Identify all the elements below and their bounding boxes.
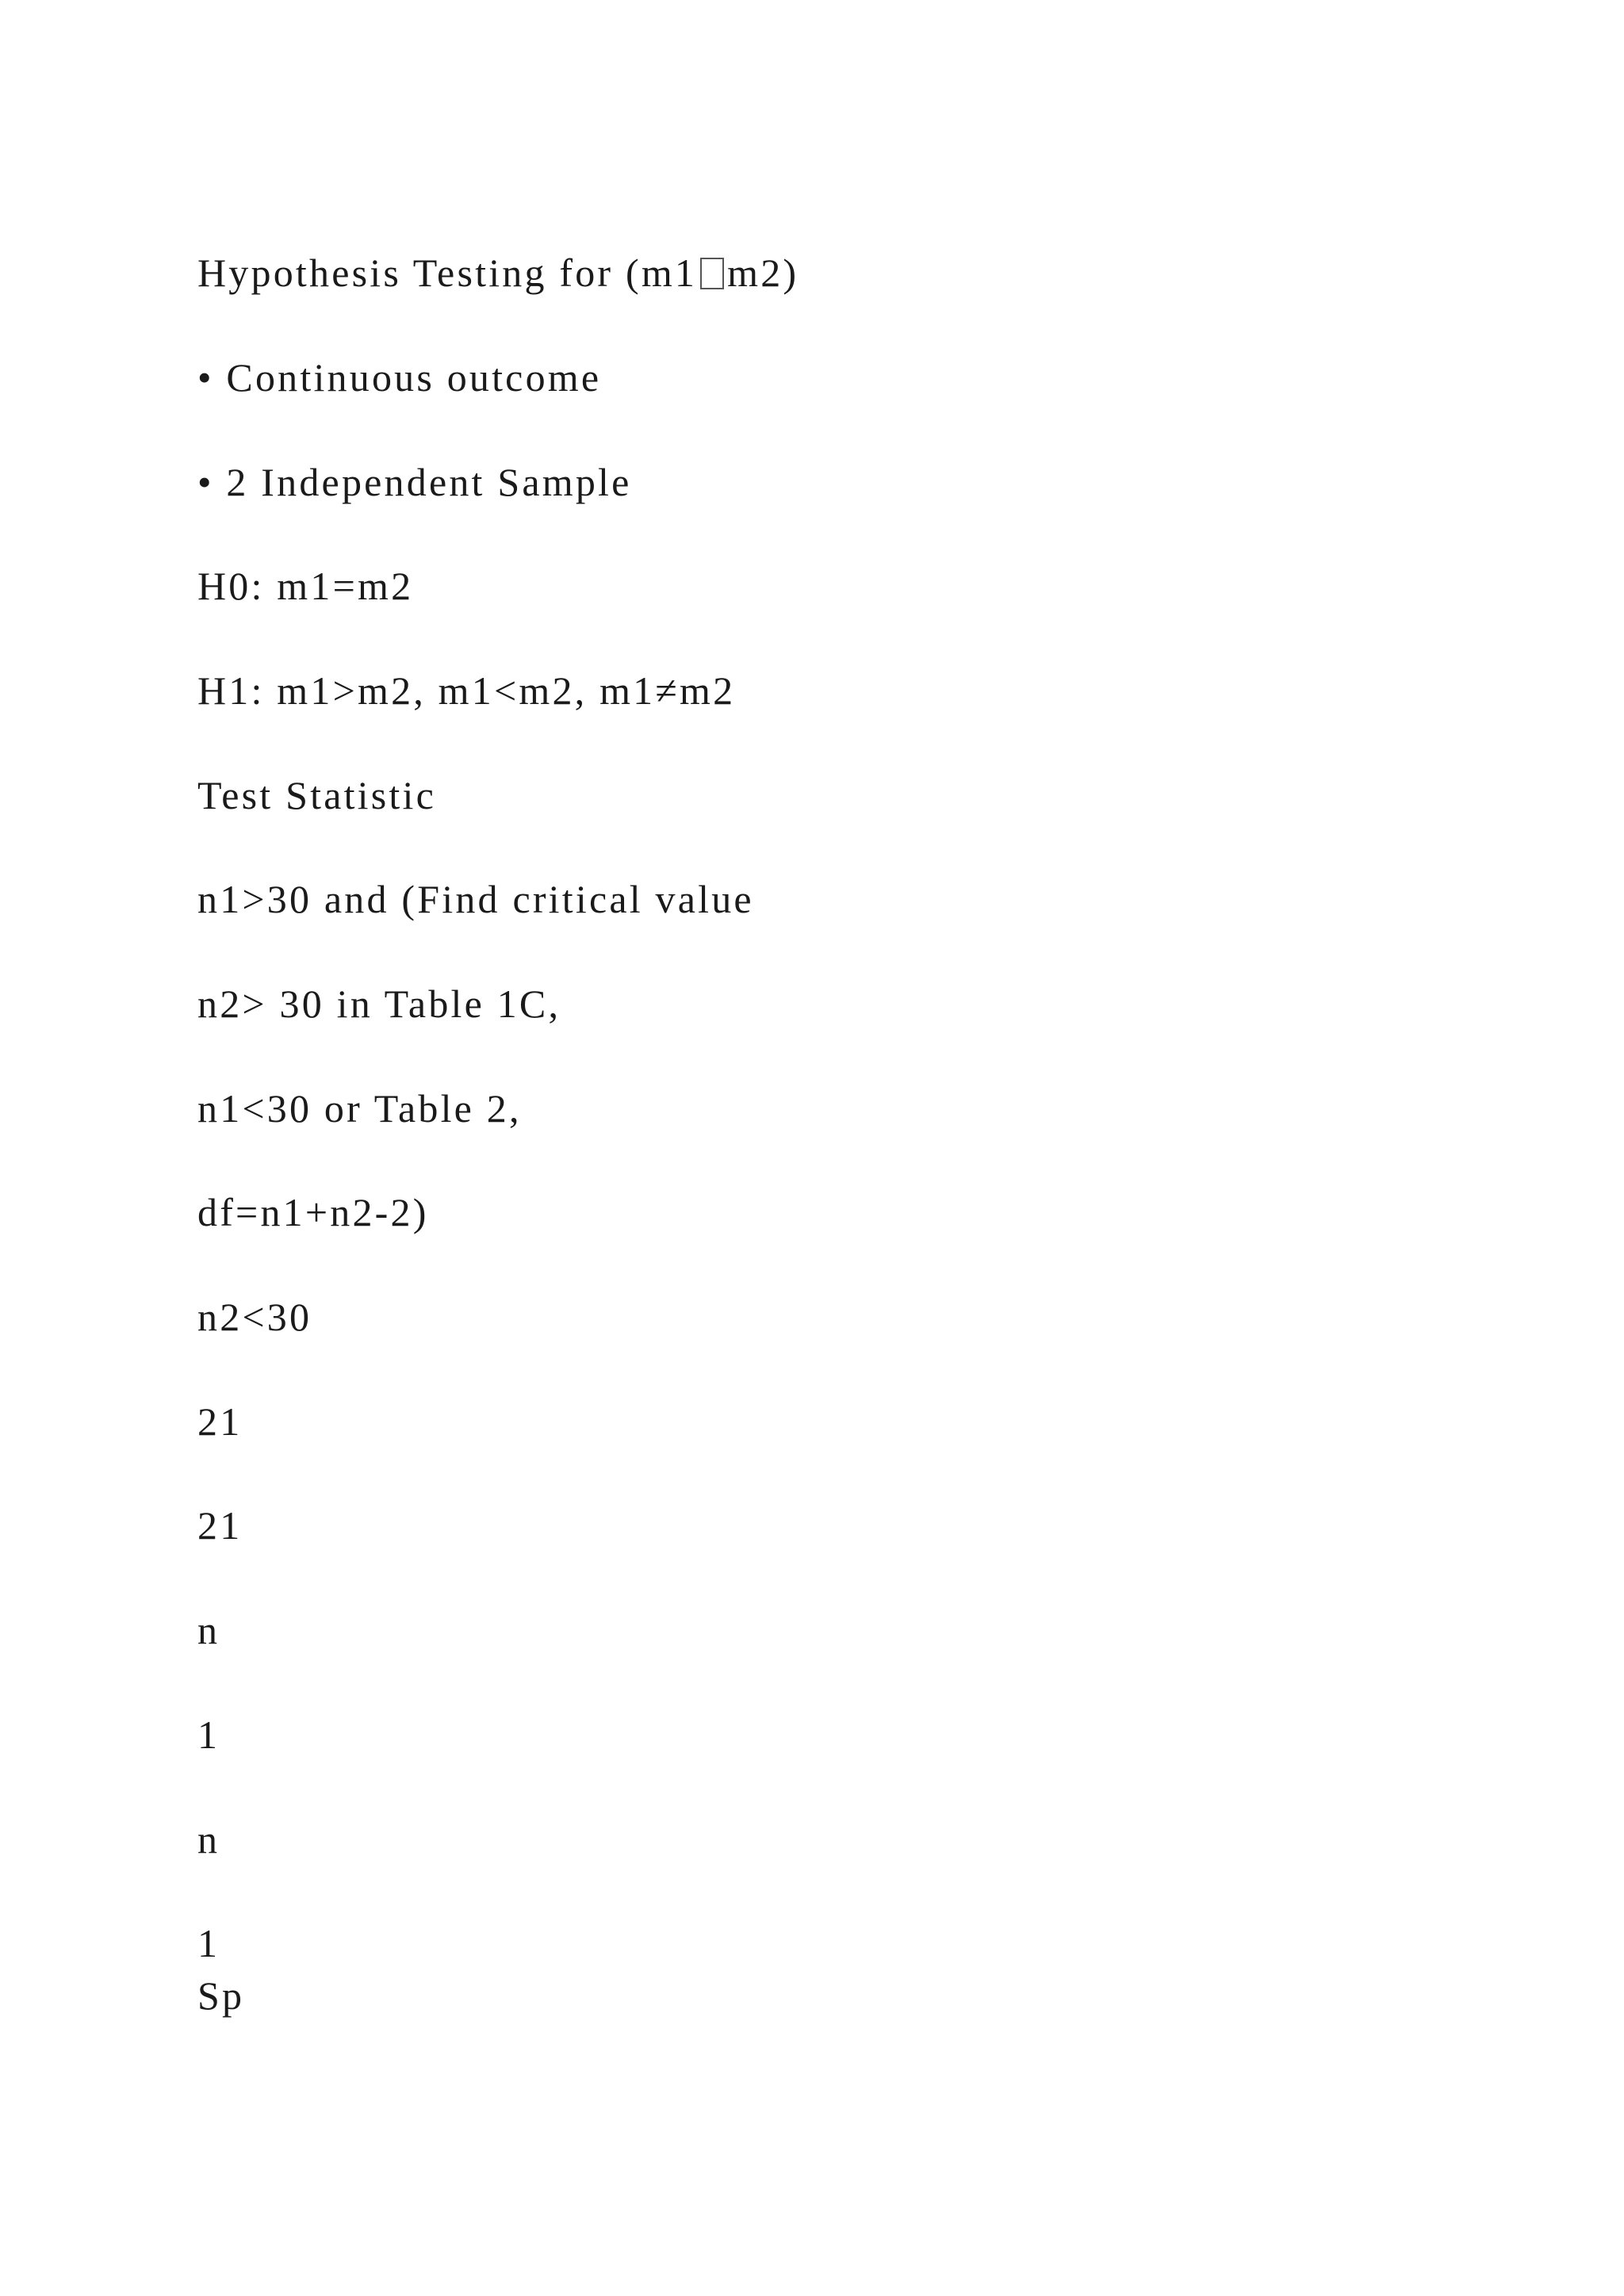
text-line: n — [197, 1817, 220, 1862]
bullet-independent-sample: • 2 Independent Sample — [197, 460, 632, 504]
text-line: 1 — [197, 1921, 220, 1965]
text-line: n2> 30 in Table 1C, — [197, 982, 561, 1026]
text-line: 21 — [197, 1503, 243, 1548]
alternative-hypothesis: H1: m1>m2, m1<m2, m1≠m2 — [197, 668, 736, 713]
document-title — [197, 249, 799, 297]
title-prefix: Hypothesis Testing for (m1 — [197, 251, 698, 295]
text-line: n1<30 or Table 2, — [197, 1086, 522, 1131]
null-hypothesis: H0: m1=m2 — [197, 564, 414, 608]
text-line: n1>30 and (Find critical value — [197, 877, 754, 921]
text-line: df=n1+n2-2) — [197, 1190, 429, 1234]
missing-glyph-box-icon — [700, 258, 724, 289]
text-line: n2<30 — [197, 1295, 312, 1339]
text-line: 21 — [197, 1399, 243, 1444]
bullet-continuous-outcome: • Continuous outcome — [197, 355, 602, 400]
title-suffix: m2) — [727, 251, 799, 295]
text-line: Sp — [197, 1973, 245, 2018]
test-statistic-heading: Test Statistic — [197, 773, 437, 817]
text-line: 1 — [197, 1712, 220, 1757]
text-line: n — [197, 1608, 220, 1652]
